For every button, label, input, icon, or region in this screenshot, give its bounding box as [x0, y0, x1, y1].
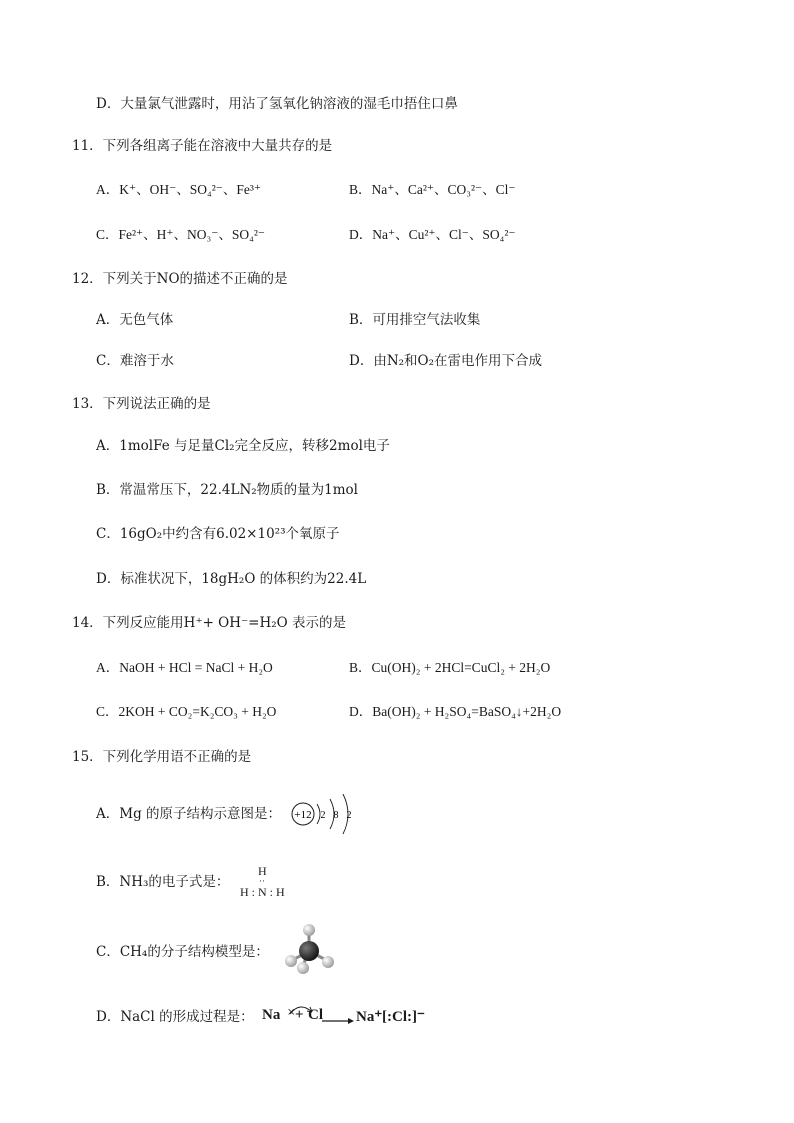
- q10-option-d: D．大量氯气泄露时，用沾了氢氧化钠溶液的湿毛巾捂住口鼻: [96, 96, 458, 112]
- q15-option-a: A．Mg 的原子结构示意图是：: [96, 806, 282, 822]
- shell-2-electrons: 8: [333, 810, 339, 821]
- plus-sign: +: [295, 1007, 304, 1023]
- carbon-atom: [299, 941, 319, 961]
- q11-stem: 11．下列各组离子能在溶液中大量共存的是: [72, 138, 333, 154]
- q14-option-c: C．2KOH + CO₂=K₂CO₃ + H₂O: [96, 704, 277, 719]
- q14-option-a: A．NaOH + HCl = NaCl + H₂O: [96, 660, 273, 675]
- q13-option-d: D．标准状况下，18gH₂O 的体积约为22.4L: [96, 571, 367, 587]
- q12-option-b: B．可用排空气法收集: [349, 312, 481, 328]
- q11-option-a: A．K⁺、OH⁻、SO₄²⁻、Fe³⁺: [96, 182, 262, 197]
- cl-ion: [:Cl:]⁻: [382, 1009, 425, 1025]
- q14-stem: 14．下列反应能用H⁺+ OH⁻=H₂O 表示的是: [72, 615, 347, 631]
- q13-option-c: C．16gO₂中约含有6.02×10²³个氧原子: [96, 526, 340, 542]
- nacl-formation-process: [262, 1003, 437, 1031]
- q13-option-b: B．常温常压下，22.4LN₂物质的量为1mol: [96, 482, 359, 498]
- na-ion: Na⁺: [356, 1009, 383, 1025]
- q15-stem: 15．下列化学用语不正确的是: [72, 749, 252, 765]
- q15-option-b: B．NH₃的电子式是：: [96, 874, 230, 890]
- na-atom: Na: [262, 1007, 281, 1023]
- q13-stem: 13．下列说法正确的是: [72, 396, 211, 412]
- q15-option-c: C．CH₄的分子结构模型是：: [96, 944, 269, 960]
- q11-option-c: C．Fe²⁺、H⁺、NO₃⁻、SO₄²⁻: [96, 227, 266, 242]
- q12-option-a: A．无色气体: [96, 312, 174, 328]
- nh3-top-h: H: [258, 864, 267, 878]
- shell-3-electrons: 2: [346, 810, 352, 821]
- na-electron-cross: ×: [287, 1007, 296, 1018]
- reaction-arrow-icon: [322, 1017, 356, 1025]
- hydrogen-atom: [285, 955, 297, 967]
- q14-option-b: B．Cu(OH)₂ + 2HCl=CuCl₂ + 2H₂O: [349, 660, 551, 675]
- hydrogen-atom: [322, 956, 334, 968]
- q12-option-c: C．难溶于水: [96, 353, 174, 369]
- hydrogen-atom: [297, 962, 309, 974]
- q11-option-b: B．Na⁺、Ca²⁺、CO₃²⁻、Cl⁻: [349, 182, 516, 197]
- nh3-formula-row: H : N : H: [240, 885, 285, 899]
- q15-option-d: D．NaCl 的形成过程是：: [96, 1009, 254, 1025]
- ch4-ball-stick-model: [283, 922, 339, 978]
- mg-atom-structure-diagram: [288, 790, 358, 838]
- hydrogen-atom: [303, 924, 315, 936]
- q12-stem: 12．下列关于NO的描述不正确的是: [72, 271, 288, 287]
- q13-option-a: A．1molFe 与足量Cl₂完全反应，转移2mol电子: [96, 438, 390, 454]
- q11-option-d: D．Na⁺、Cu²⁺、Cl⁻、SO₄²⁻: [349, 227, 516, 242]
- nucleus-charge: +12: [294, 809, 312, 821]
- nh3-top-dots: ··: [259, 876, 265, 886]
- q12-option-d: D．由N₂和O₂在雷电作用下合成: [349, 353, 543, 369]
- q14-option-d: D．Ba(OH)₂ + H₂SO₄=BaSO₄↓+2H₂O: [349, 704, 562, 719]
- cl-atom: Cl: [308, 1007, 323, 1023]
- shell-1-electrons: 2: [320, 810, 326, 821]
